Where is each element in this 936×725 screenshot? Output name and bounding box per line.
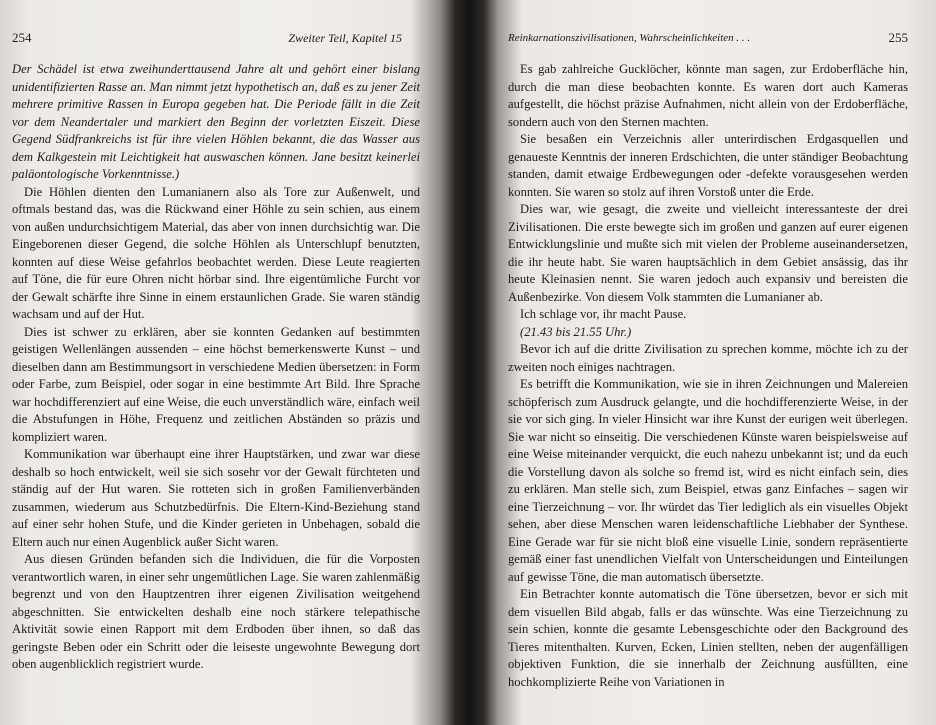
body-paragraph: Dies ist schwer zu erklären, aber sie konnten Gedanken auf bestimmten geistigen Wellenlängen aussenden – eine höchst bemerkenswerte Kunst – und dieselben dann am Bestimmungsort in verschiedene Medien übersetzen: in Form oder Farbe, zum Beispiel, oder sogar in eine bestimmte Art Bild. Ihre Sprache war hochdifferenziert auf eine Weise, die euch unverständlich wäre, einfach weil die Abstufungen in Höhe, Frequenz und zeitlichen Abständen so präzis und kompliziert waren. xyxy=(12,324,420,444)
right-page-number: 255 xyxy=(888,30,908,45)
right-section-title: Reinkarnationszivilisationen, Wahrscheinlichkeiten . . . xyxy=(508,32,751,44)
editor-note-paragraph: Der Schädel ist etwa zweihunderttausend Jahre alt und gehört einer bislang unidentifizierten Rasse an. Man nimmt jetzt hypothetisch an, daß es zu jener Zeit mehrere primitive Rassen in Europa gegeben hat. Die Periode fällt in die Zeit vor dem Neandertaler und markiert den Beginn der vorletzten Eiszeit. Diese Gegend Südfrankreichs ist für ihre vielen Höhlen bekannt, die das Wasser aus dem Kalkgestein mit Leichtigkeit hat auswaschen können. Jane besitzt keinerlei paläontologische Vorkenntnisse.) xyxy=(12,62,420,181)
body-paragraph: Ein Betrachter konnte automatisch die Töne übersetzen, bevor er sich mit dem visuellen Bild abgab, falls er das wünschte. Was eine Tierzeichnung zu sein schien, konnte die gesamte Lebensgeschichte oder den Background des Tieres mitenthalten. Kurven, Ecken, Linien stellten, neben der augenfälligen objektiven Funktion, die sie innerhalb der Zeichnung ausfüllten, eine hochkomplizierte Reihe von Variationen in xyxy=(508,587,908,689)
body-paragraph: Es betrifft die Kommunikation, wie sie in ihren Zeichnungen und Malereien schöpferisch zum Ausdruck gelangte, und die hochdifferenzierte Weise, in der sie vor sich ging. In vieler Hinsicht war ihre Kunst der eurigen weit überlegen. Sie war nicht so einseitig. Die verschiedenen Künste waren beispielsweise auf eine Weise miteinander verquickt, die euch nahezu unbekannt ist; und da euch die Vorstellung davon als solche so fremd ist, wird es nicht einfach sein, dies zu erklären. Man stelle sich, zum Beispiel, etwas ganz Einfaches – sagen wir eine Tierzeichnung – vor. Ihr würdet das Tier lediglich als ein visuelles Objekt sehen, aber diese Menschen waren leidenschaftliche Liebhaber der Synthese. Eine Gerade war für sie nicht bloß eine visuelle Linie, sondern repräsentierte gemäß einer fast unendlichen Vielfalt von Unterscheidungen und Einteilungen auf gewisse Töne, die man automatisch übersetzte. xyxy=(508,377,908,584)
right-body-text xyxy=(508,61,908,691)
body-paragraph: Die Höhlen dienten den Lumanianern also als Tore zur Außenwelt, und oftmals bestand das, was die Rückwand einer Höhle zu sein schien, aus einem von außen undurchsichtigem Material, das aber von innen durchsichtig war. Die Eingeborenen dieser Gegend, die solche Höhlen als Unterschlupf benutzten, konnten auf diese Weise gefahrlos beobachtet werden. Diese Leute reagierten auf Töne, die für eure Ohren nicht hörbar sind. Ihre eigentümliche Furcht vor der Gewalt schärfte ihre Sinne in einem erstaunlichen Grade. Sie waren ständig wachsam und auf der Hut. xyxy=(12,184,420,321)
left-page xyxy=(12,0,420,725)
body-paragraph: Dies war, wie gesagt, die zweite und vielleicht interessanteste der drei Zivilisationen. Die erste bewegte sich im großen und ganzen auf eurer eigenen Entwicklungslinie und mußte sich mit vielen der Probleme auseinandersetzen, die ihr heute habt. Sie waren hauptsächlich in dem Gebiet ansässig, das ihr heute Kleinasien nennt. Sie waren jedoch auch expansiv und bereisten die Außenbezirke. Von diesem Volk stammten die Lumanianer ab. xyxy=(508,202,908,304)
body-paragraph: Kommunikation war überhaupt eine ihrer Hauptstärken, und zwar war diese deshalb so hoch entwickelt, weil sie sich sosehr vor der Gewalt fürchteten und ständig auf der Hut waren. Sie rotteten sich in großen Familienverbänden zusammen, wiederum aus Schutzbedürfnis. Die Eltern-Kind-Beziehung stand auf einer sehr hohen Stufe, und die Kinder gerieten in Unbehagen, sobald die Eltern auch nur einen Augenblick außer Sicht waren. xyxy=(12,447,420,549)
left-page-number: 254 xyxy=(12,30,32,45)
body-paragraph: Es gab zahlreiche Gucklöcher, könnte man sagen, zur Erdoberfläche hin, durch die man diese beobachten konnte. Es waren dort auch Kameras aufgestellt, die höchst präzise Aufnahmen, nicht allein von der Erdoberfläche, sondern auch von den Sternen machten. xyxy=(508,62,908,129)
body-paragraph: Ich schlage vor, ihr macht Pause. xyxy=(520,307,687,321)
right-page xyxy=(508,0,908,725)
session-time-note: (21.43 bis 21.55 Uhr.) xyxy=(520,324,632,339)
left-body-text xyxy=(12,61,420,674)
body-paragraph: Aus diesen Gründen befanden sich die Individuen, die für die Vorposten verantwortlich waren, in einer sehr ungemütlichen Lage. Sie waren zahlenmäßig begrenzt und von den Hauptzentren ihrer eigenen Zivilisation weitgehend abgeschnitten. Sie entwickelten deshalb eine noch stärkere telepathische Aktivität sowie einen Rapport mit dem Erdboden über ihnen, so daß das geringste Beben oder ein Schritt oder die leiseste ungewohnte Bewegung dort oben augenblicklich registriert wurde. xyxy=(12,552,420,671)
left-running-head xyxy=(12,30,420,46)
body-paragraph: Bevor ich auf die dritte Zivilisation zu sprechen komme, möchte ich zu der zweiten noch einiges nachtragen. xyxy=(508,342,908,374)
body-paragraph: Sie besaßen ein Verzeichnis aller unterirdischen Erdgasquellen und genaueste Kenntnis der inneren Erdschichten, die unter ständiger Beobachtung standen, damit etwaige Erdbewegungen oder -defekte vorausgesehen werden konnten. Sie waren so stolz auf ihren Vorstoß unter die Erde. xyxy=(508,132,908,199)
left-chapter-title: Zweiter Teil, Kapitel 15 xyxy=(288,31,402,45)
right-running-head xyxy=(508,30,908,46)
